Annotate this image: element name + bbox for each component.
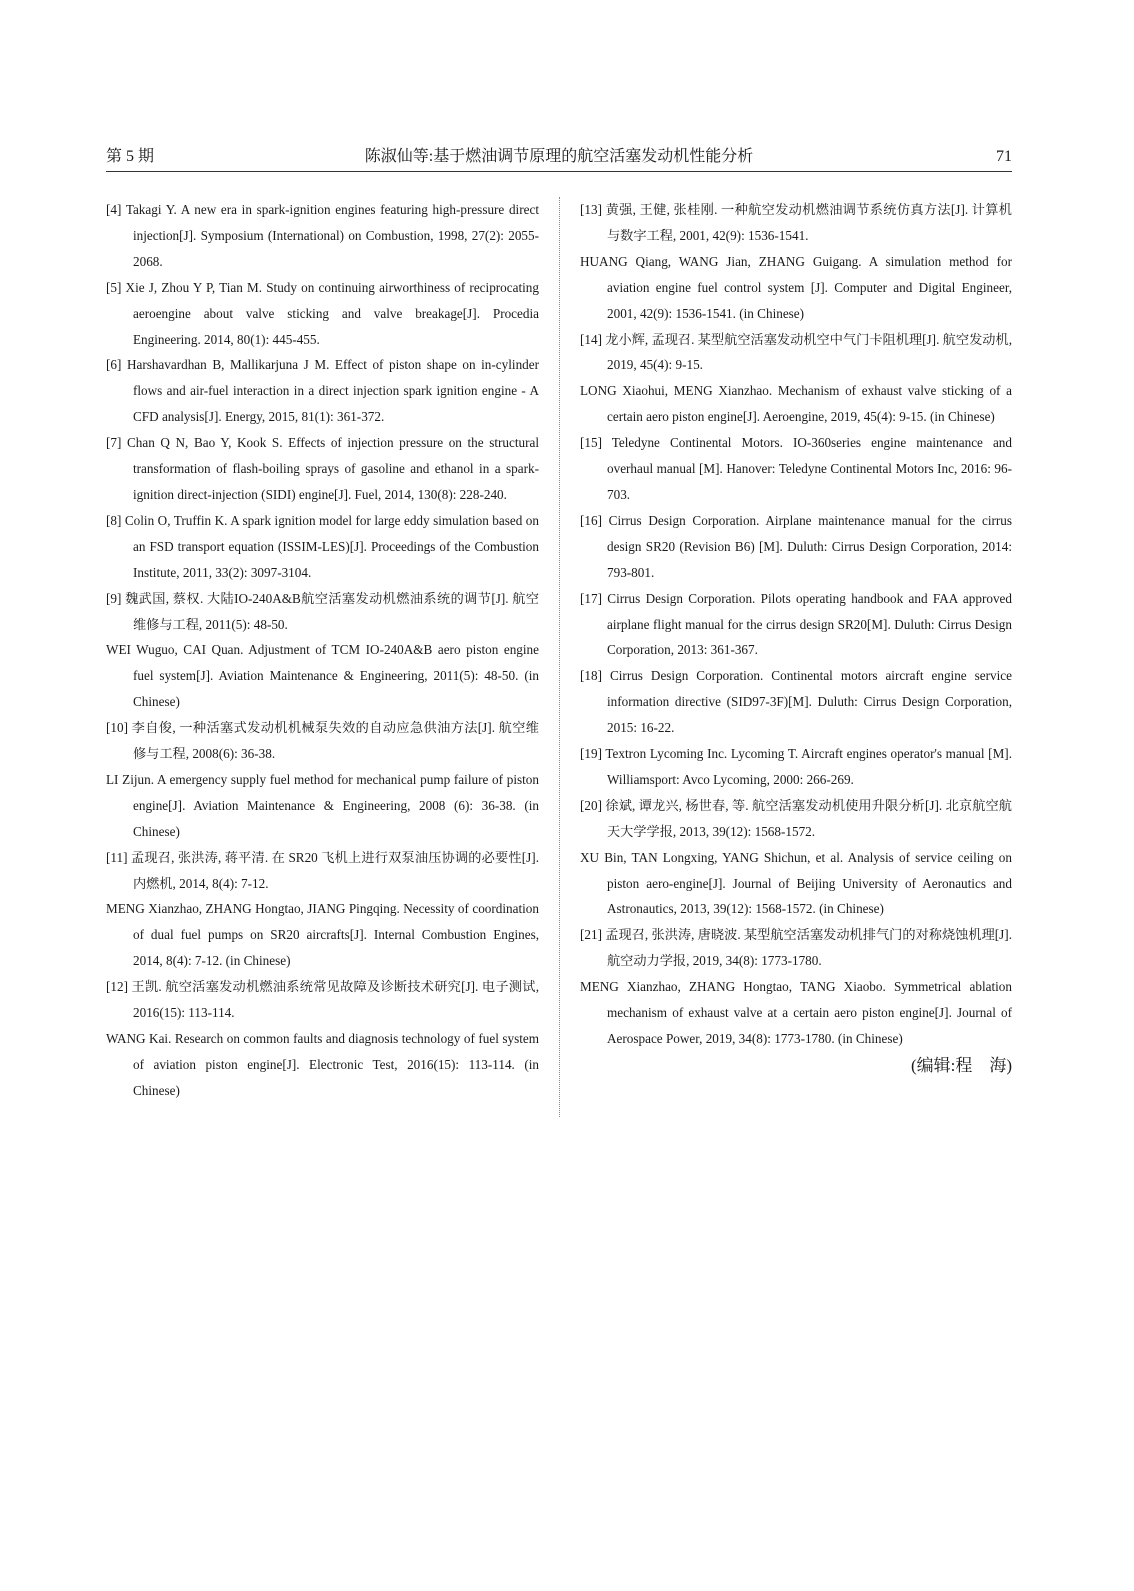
references-left-column xyxy=(106,197,539,1104)
reference-text: [16] Cirrus Design Corporation. Airplane maintenance manual for the cirrus design SR20 (Revision B6) [M]. Duluth: Cirrus Design Corporation, 2014: 793-801. xyxy=(580,512,1012,580)
reference-item xyxy=(580,508,1012,586)
reference-item xyxy=(580,586,1012,664)
reference-text: [18] Cirrus Design Corporation. Continental motors aircraft engine service information directive (SID97-3F)[M]. Duluth: Cirrus Design Corporation, 2015: 16-22. xyxy=(580,668,1012,736)
reference-text: [13] 黄强, 王健, 张桂刚. 一种航空发动机燃油调节系统仿真方法[J]. 计算机与数字工程, 2001, 42(9): 1536-1541. xyxy=(580,202,1012,243)
reference-english: WEI Wuguo, CAI Quan. Adjustment of TCM IO-240A&B aero piston engine fuel system[J]. Aviation Maintenance & Engineering, 2011(5): 48-50. (in Chinese) xyxy=(106,642,539,710)
page-number: 71 xyxy=(996,148,1012,165)
reference-item xyxy=(106,974,539,1104)
reference-item xyxy=(580,327,1012,431)
running-title: 陈淑仙等:基于燃油调节原理的航空活塞发动机性能分析 xyxy=(364,148,754,165)
reference-item xyxy=(106,352,539,430)
reference-text: [10] 李自俊, 一种活塞式发动机机械泵失效的自动应急供油方法[J]. 航空维修与工程, 2008(6): 36-38. xyxy=(106,720,539,762)
column-divider xyxy=(559,197,560,1117)
running-header xyxy=(106,146,1012,168)
reference-text: [7] Chan Q N, Bao Y, Kook S. Effects of injection pressure on the structural transformation of flash-boiling sprays of gasoline and ethanol in a spark-ignition direct-injection (SIDI) engine[J]. Fuel, 2014, 130(8): 228-240. xyxy=(106,435,539,502)
reference-item xyxy=(106,508,539,586)
reference-item xyxy=(106,586,539,716)
reference-item xyxy=(580,793,1012,923)
reference-item xyxy=(106,197,539,275)
reference-english: LONG Xiaohui, MENG Xianzhao. Mechanism of exhaust valve sticking of a certain aero piston engine[J]. Aeroengine, 2019, 45(4): 9-15. (in Chinese) xyxy=(580,383,1012,425)
reference-item xyxy=(580,741,1012,793)
reference-text: [9] 魏武国, 蔡权. 大陆IO-240A&B航空活塞发动机燃油系统的调节[J]. 航空维修与工程, 2011(5): 48-50. xyxy=(106,590,539,632)
reference-text: [4] Takagi Y. A new era in spark-ignition engines featuring high-pressure direct injection[J]. Symposium (International) on Combustion, 1998, 27(2): 2055-2068. xyxy=(106,202,539,269)
reference-item xyxy=(106,715,539,845)
reference-item xyxy=(580,430,1012,508)
reference-english: XU Bin, TAN Longxing, YANG Shichun, et al. Analysis of service ceiling on piston aero-engine[J]. Journal of Beijing University of Aeronautics and Astronautics, 2013, 39(12): 1568-1572. (in Chinese) xyxy=(580,849,1012,917)
reference-text: [6] Harshavardhan B, Mallikarjuna J M. Effect of piston shape on in-cylinder flows and air-fuel interaction in a direct injection spark ignition engine - A CFD analysis[J]. Energy, 2015, 81(1): 361-372. xyxy=(106,357,539,425)
reference-text: [8] Colin O, Truffin K. A spark ignition model for large eddy simulation based on an FSD transport equation (ISSIM-LES)[J]. Proceedings of the Combustion Institute, 2011, 33(2): 3097-3104. xyxy=(106,512,539,580)
issue-label: 第 5 期 xyxy=(106,148,155,165)
reference-item xyxy=(106,845,539,975)
reference-text: [20] 徐斌, 谭龙兴, 杨世春, 等. 航空活塞发动机使用升限分析[J]. 北京航空航天大学学报, 2013, 39(12): 1568-1572. xyxy=(580,797,1012,839)
reference-text: [17] Cirrus Design Corporation. Pilots operating handbook and FAA approved airplane flight manual for the cirrus design SR20[M]. Duluth: Cirrus Design Corporation, 2013: 361-367. xyxy=(580,590,1012,658)
reference-text: [14] 龙小辉, 孟现召. 某型航空活塞发动机空中气门卡阻机理[J]. 航空发动机, 2019, 45(4): 9-15. xyxy=(580,331,1012,373)
reference-text: [12] 王凯. 航空活塞发动机燃油系统常见故障及诊断技术研究[J]. 电子测试, 2016(15): 113-114. xyxy=(106,979,539,1021)
reference-text: [19] Textron Lycoming Inc. Lycoming T. Aircraft engines operator's manual [M]. Williamsport: Avco Lycoming, 2000: 266-269. xyxy=(580,746,1012,787)
reference-english: MENG Xianzhao, ZHANG Hongtao, JIANG Pingqing. Necessity of coordination of dual fuel pumps on SR20 aircrafts[J]. Internal Combustion Engines, 2014, 8(4): 7-12. (in Chinese) xyxy=(106,901,539,969)
reference-item xyxy=(106,430,539,508)
header-rule xyxy=(106,171,1012,172)
references-right-column xyxy=(580,197,1012,1080)
reference-english: LI Zijun. A emergency supply fuel method for mechanical pump failure of piston engine[J]. Aviation Maintenance & Engineering, 2008 (6): 36-38. (in Chinese) xyxy=(106,771,539,839)
reference-text: [11] 孟现召, 张洪涛, 蒋平清. 在 SR20 飞机上进行双泵油压协调的必要性[J]. 内燃机, 2014, 8(4): 7-12. xyxy=(106,849,539,891)
reference-text: [5] Xie J, Zhou Y P, Tian M. Study on continuing airworthiness of reciprocating aeroengine about valve sticking and valve breakage[J]. Procedia Engineering. 2014, 80(1): 445-455. xyxy=(106,279,539,347)
reference-text: [15] Teledyne Continental Motors. IO-360series engine maintenance and overhaul manual [M]. Hanover: Teledyne Continental Motors Inc, 2016: 96-703. xyxy=(580,435,1012,502)
reference-item xyxy=(580,922,1012,1052)
reference-english: HUANG Qiang, WANG Jian, ZHANG Guigang. A simulation method for aviation engine fuel control system [J]. Computer and Digital Engineer, 2001, 42(9): 1536-1541. (in Chinese) xyxy=(580,253,1012,321)
reference-item xyxy=(580,197,1012,327)
reference-english: MENG Xianzhao, ZHANG Hongtao, TANG Xiaobo. Symmetrical ablation mechanism of exhaust valve at a certain aero piston engine[J]. Journal of Aerospace Power, 2019, 34(8): 1773-1780. (in Chinese) xyxy=(580,979,1012,1046)
reference-item xyxy=(580,663,1012,741)
editor-note: (编辑:程 海) xyxy=(910,1055,1012,1075)
reference-item xyxy=(106,275,539,353)
reference-text: [21] 孟现召, 张洪涛, 唐晓波. 某型航空活塞发动机排气门的对称烧蚀机理[J]. 航空动力学报, 2019, 34(8): 1773-1780. xyxy=(580,927,1012,969)
reference-english: WANG Kai. Research on common faults and diagnosis technology of fuel system of aviation piston engine[J]. Electronic Test, 2016(15): 113-114. (in Chinese) xyxy=(106,1031,539,1098)
